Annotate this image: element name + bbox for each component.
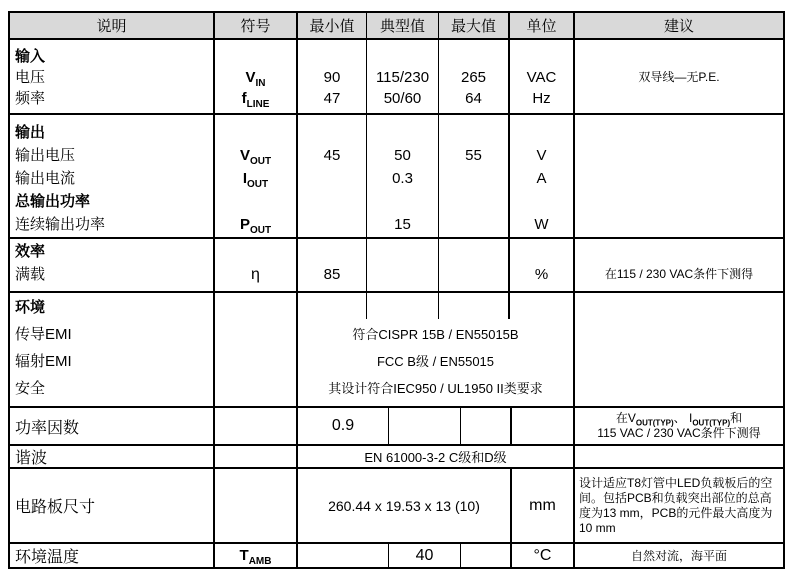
input-max-cell bbox=[438, 40, 508, 113]
ambient-desc-cell bbox=[10, 544, 213, 567]
grid-line-stub bbox=[438, 293, 439, 319]
col-header-min-label: 最小值 bbox=[309, 18, 355, 35]
row-power-factor bbox=[10, 408, 783, 446]
ambient-recommendation-text: 自然对流，海平面 bbox=[630, 549, 727, 563]
power-factor-max-cell bbox=[460, 408, 510, 444]
symbol-vout: $V_{OUT}$ bbox=[239, 147, 272, 167]
power-factor-desc-cell bbox=[10, 408, 213, 444]
col-header-description bbox=[10, 13, 213, 38]
output-min-cell bbox=[296, 115, 366, 237]
symbol-iout: $I_{OUT}$ bbox=[242, 170, 269, 190]
output-max-cell bbox=[438, 115, 508, 237]
input-voltage-min: 90 bbox=[323, 69, 341, 86]
input-recommendation-cell bbox=[573, 40, 783, 113]
col-header-max bbox=[438, 13, 508, 38]
harmonics-merged-value-cell bbox=[296, 446, 573, 467]
board-symbol-cell bbox=[213, 469, 296, 542]
power-factor-unit-cell bbox=[510, 408, 573, 444]
efficiency-desc-cell bbox=[10, 239, 213, 291]
ambient-typ-value: 40 bbox=[415, 546, 434, 564]
environment-safety-label: 安全 bbox=[15, 380, 46, 397]
ambient-unit-cell bbox=[510, 544, 573, 567]
output-voltage-max: 55 bbox=[465, 147, 482, 164]
input-voltage-typ: 115/230 bbox=[375, 69, 430, 86]
section-environment bbox=[10, 293, 783, 408]
section-input bbox=[10, 40, 783, 115]
environment-desc-cell bbox=[10, 293, 213, 406]
ambient-typ-cell bbox=[388, 544, 460, 567]
efficiency-typ-cell bbox=[366, 239, 438, 291]
row-ambient-temperature bbox=[10, 544, 783, 567]
output-current-label: 输出电流 bbox=[15, 170, 76, 187]
output-voltage-min: 45 bbox=[323, 147, 341, 164]
efficiency-symbol-cell bbox=[213, 239, 296, 291]
environment-safety-value: 其设计符合IEC950 / UL1950 II类要求 bbox=[328, 381, 543, 396]
input-frequency-min: 47 bbox=[323, 90, 341, 107]
input-frequency-max: 64 bbox=[465, 90, 482, 107]
col-header-typical bbox=[366, 13, 438, 38]
power-factor-typ-cell bbox=[388, 408, 460, 444]
col-header-symbol bbox=[213, 13, 296, 38]
output-voltage-typ: 50 bbox=[394, 147, 411, 164]
environment-conducted-emi-value: 符合CISPR 15B / EN55015B bbox=[352, 327, 519, 342]
output-cont-power-typ: 15 bbox=[394, 216, 411, 233]
power-factor-recommendation-line1: 在$V_{OUT(TYP)}$、 $I_{OUT(TYP)}$和 bbox=[615, 411, 743, 428]
col-header-unit-label: 单位 bbox=[526, 18, 557, 35]
grid-line-stub bbox=[508, 293, 510, 319]
input-section-title: 输入 bbox=[15, 48, 46, 65]
power-factor-recommendation-cell bbox=[573, 408, 783, 444]
input-unit-cell bbox=[508, 40, 573, 113]
environment-recommendation-cell bbox=[573, 293, 783, 406]
harmonics-symbol-cell bbox=[213, 446, 296, 467]
efficiency-recommendation-cell bbox=[573, 239, 783, 291]
symbol-pout: $P_{OUT}$ bbox=[239, 216, 272, 236]
input-voltage-unit: VAC bbox=[526, 69, 557, 86]
col-header-description-label: 说明 bbox=[96, 18, 127, 35]
efficiency-fullload-label: 满载 bbox=[15, 266, 46, 283]
efficiency-recommendation-text: 在115 / 230 VAC条件下测得 bbox=[604, 267, 754, 281]
environment-symbol-cell bbox=[213, 293, 296, 406]
power-factor-label: 功率因数 bbox=[15, 419, 80, 437]
output-current-typ: 0.3 bbox=[392, 170, 413, 187]
ambient-max-cell bbox=[460, 544, 510, 567]
harmonics-recommendation-cell bbox=[573, 446, 783, 467]
symbol-fline: $f_{LINE}$ bbox=[241, 90, 270, 110]
input-voltage-label: 电压 bbox=[15, 69, 46, 86]
symbol-tamb: $T_{AMB}$ bbox=[239, 547, 272, 567]
power-factor-recommendation-line2: 115 VAC / 230 VAC条件下测得 bbox=[597, 426, 761, 440]
input-typ-cell bbox=[366, 40, 438, 113]
output-symbol-cell bbox=[213, 115, 296, 237]
output-voltage-unit: V bbox=[536, 147, 547, 164]
harmonics-desc-cell bbox=[10, 446, 213, 467]
output-cont-power-unit: W bbox=[534, 216, 549, 233]
efficiency-unit-value: % bbox=[534, 266, 549, 283]
symbol-eta: η bbox=[251, 266, 260, 283]
output-voltage-label: 输出电压 bbox=[15, 147, 76, 164]
board-recommendation-cell bbox=[573, 469, 783, 542]
environment-section-title: 环境 bbox=[15, 299, 46, 316]
input-symbol-cell bbox=[213, 40, 296, 113]
efficiency-min-cell bbox=[296, 239, 366, 291]
ambient-symbol-cell bbox=[213, 544, 296, 567]
environment-radiated-emi-value: FCC B级 / EN55015 bbox=[376, 354, 495, 369]
input-frequency-unit: Hz bbox=[532, 90, 551, 107]
board-size-label: 电路板尺寸 bbox=[15, 499, 96, 516]
board-merged-value-cell bbox=[296, 469, 510, 542]
board-size-value: 260.44 x 19.53 x 13 (10) bbox=[328, 497, 480, 514]
output-typ-cell bbox=[366, 115, 438, 237]
symbol-vin: $V_{IN}$ bbox=[245, 69, 266, 89]
col-header-unit bbox=[508, 13, 573, 38]
output-total-power-label: 总输出功率 bbox=[15, 193, 91, 210]
harmonics-label: 谐波 bbox=[15, 450, 48, 467]
efficiency-max-cell bbox=[438, 239, 508, 291]
efficiency-unit-cell bbox=[508, 239, 573, 291]
environment-conducted-emi-label: 传导EMI bbox=[15, 326, 72, 343]
col-header-recommendation bbox=[573, 13, 783, 38]
efficiency-section-title: 效率 bbox=[15, 243, 46, 260]
power-factor-min-cell bbox=[296, 408, 388, 444]
spec-table bbox=[8, 11, 785, 569]
section-efficiency bbox=[10, 239, 783, 293]
input-desc-cell bbox=[10, 40, 213, 113]
output-cont-power-label: 连续输出功率 bbox=[15, 216, 106, 233]
col-header-max-label: 最大值 bbox=[450, 18, 496, 35]
harmonics-value: EN 61000-3-2 C级和D级 bbox=[364, 450, 507, 465]
output-recommendation-cell bbox=[573, 115, 783, 237]
environment-merged-value-cell bbox=[296, 293, 573, 406]
ambient-unit-value: °C bbox=[533, 546, 552, 564]
col-header-symbol-label: 符号 bbox=[240, 18, 271, 35]
row-board-size bbox=[10, 469, 783, 544]
ambient-temperature-label: 环境温度 bbox=[15, 549, 80, 566]
output-unit-cell bbox=[508, 115, 573, 237]
board-desc-cell bbox=[10, 469, 213, 542]
power-factor-min-value: 0.9 bbox=[331, 417, 355, 434]
environment-radiated-emi-label: 辐射EMI bbox=[15, 353, 72, 370]
section-output bbox=[10, 115, 783, 239]
input-min-cell bbox=[296, 40, 366, 113]
board-unit-cell bbox=[510, 469, 573, 542]
output-desc-cell bbox=[10, 115, 213, 237]
input-recommendation-text: 双导线—无P.E. bbox=[638, 70, 720, 84]
col-header-typical-label: 典型值 bbox=[379, 18, 425, 35]
row-harmonics bbox=[10, 446, 783, 469]
ambient-recommendation-cell bbox=[573, 544, 783, 567]
input-frequency-label: 频率 bbox=[15, 90, 46, 107]
board-recommendation-text: 设计适应T8灯管中LED负载板后的空间。包括PCB和负载突出部位的总高度为13 mm，PCB的元件最大高度为10 mm bbox=[579, 475, 773, 535]
col-header-min bbox=[296, 13, 366, 38]
col-header-recommendation-label: 建议 bbox=[663, 18, 694, 35]
power-factor-symbol-cell bbox=[213, 408, 296, 444]
efficiency-min-value: 85 bbox=[323, 266, 341, 283]
input-voltage-max: 265 bbox=[460, 69, 487, 86]
ambient-min-cell bbox=[296, 544, 388, 567]
output-section-title: 输出 bbox=[15, 124, 46, 141]
output-current-unit: A bbox=[536, 170, 547, 187]
table-header-row bbox=[10, 13, 783, 40]
input-frequency-typ: 50/60 bbox=[383, 90, 422, 107]
board-size-unit: mm bbox=[529, 496, 556, 514]
grid-line-stub bbox=[366, 293, 367, 319]
